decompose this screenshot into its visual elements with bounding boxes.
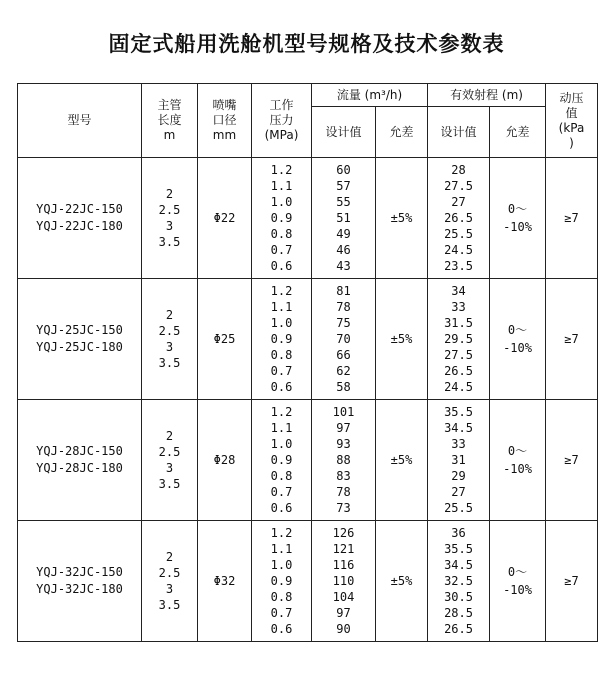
flow-value: 43 — [336, 259, 351, 273]
flow-tolerance-cell: ±5% — [376, 400, 428, 521]
pressure-value: 1.1 — [270, 542, 293, 556]
flow-value: 121 — [332, 542, 355, 556]
spec-table — [17, 83, 598, 642]
pressure-value: 1.2 — [270, 284, 293, 298]
header-model: 型号 — [18, 84, 142, 158]
pressure-value: 1.1 — [270, 179, 293, 193]
range-value: 31.5 — [444, 316, 473, 330]
range-value: 25.5 — [444, 501, 473, 515]
pressure-cell — [252, 158, 312, 279]
pipe-length-cell — [142, 400, 198, 521]
model-name: YQJ-25JC-180 — [36, 340, 123, 354]
model-cell — [18, 521, 142, 642]
flow-value: 126 — [332, 526, 355, 540]
pressure-cell — [252, 521, 312, 642]
pressure-value: 1.0 — [270, 195, 293, 209]
pressure-value: 0.7 — [270, 243, 293, 257]
pressure-value: 0.6 — [270, 259, 293, 273]
flow-value: 57 — [336, 179, 351, 193]
range-value: 27.5 — [444, 179, 473, 193]
dynamic-pressure-cell: ≥7 — [546, 521, 598, 642]
header-nozzle-diameter — [198, 84, 252, 158]
model-name: YQJ-22JC-150 — [36, 202, 123, 216]
model-name: YQJ-22JC-180 — [36, 219, 123, 233]
pressure-value: 0.6 — [270, 380, 293, 394]
flow-value: 78 — [336, 300, 351, 314]
flow-value: 51 — [336, 211, 351, 225]
flow-value: 97 — [336, 606, 351, 620]
range-tolerance-value: 0～ — [507, 202, 528, 216]
header-pressure-line: 压力 — [269, 113, 294, 127]
range-tolerance-cell — [490, 279, 546, 400]
pipe-length-cell — [142, 521, 198, 642]
flow-value: 116 — [332, 558, 355, 572]
range-value: 34 — [451, 284, 466, 298]
model-cell — [18, 400, 142, 521]
page-title: 固定式船用洗舱机型号规格及技术参数表 — [108, 32, 505, 56]
range-value: 29.5 — [444, 332, 473, 346]
table-row — [18, 521, 598, 642]
header-pipe-length-line: 主管 — [157, 98, 182, 112]
header-range-design: 设计值 — [428, 107, 490, 158]
range-value: 33 — [451, 437, 466, 451]
pressure-value: 1.2 — [270, 405, 293, 419]
dynamic-pressure-cell: ≥7 — [546, 400, 598, 521]
flow-value: 62 — [336, 364, 351, 378]
pipe-length-value: 3.5 — [158, 598, 181, 612]
header-dynamic-line: (kPa — [558, 120, 585, 135]
flow-value: 93 — [336, 437, 351, 451]
pipe-length-value: 2 — [165, 550, 174, 564]
pressure-value: 0.7 — [270, 364, 293, 378]
header-dynamic-line: 动压 — [559, 90, 584, 105]
header-range: 有效射程 (m) — [428, 84, 546, 107]
flow-value: 46 — [336, 243, 351, 257]
pipe-length-value: 3.5 — [158, 235, 181, 249]
header-nozzle-line: 喷嘴 — [212, 98, 237, 112]
range-value: 33 — [451, 300, 466, 314]
pipe-length-cell — [142, 158, 198, 279]
pipe-length-value: 2 — [165, 308, 174, 322]
range-tolerance-value: -10% — [503, 220, 532, 234]
pressure-value: 0.8 — [270, 590, 293, 604]
range-value: 34.5 — [444, 558, 473, 572]
table-row — [18, 158, 598, 279]
pressure-value: 1.1 — [270, 421, 293, 435]
flow-design-cell — [312, 158, 376, 279]
pressure-value: 0.9 — [270, 332, 293, 346]
model-cell — [18, 158, 142, 279]
header-pressure-line: (MPa) — [264, 128, 299, 142]
range-value: 24.5 — [444, 243, 473, 257]
range-value: 24.5 — [444, 380, 473, 394]
pressure-value: 0.8 — [270, 227, 293, 241]
flow-value: 49 — [336, 227, 351, 241]
pipe-length-cell — [142, 279, 198, 400]
header-nozzle-line: mm — [212, 128, 237, 142]
range-tolerance-value: -10% — [503, 462, 532, 476]
pipe-length-value: 2.5 — [158, 324, 181, 338]
range-value: 34.5 — [444, 421, 473, 435]
header-flow-design: 设计值 — [312, 107, 376, 158]
pressure-value: 0.9 — [270, 211, 293, 225]
range-value: 26.5 — [444, 364, 473, 378]
model-name: YQJ-28JC-180 — [36, 461, 123, 475]
range-tolerance-value: 0～ — [507, 565, 528, 579]
pressure-value: 1.2 — [270, 163, 293, 177]
range-value: 25.5 — [444, 227, 473, 241]
flow-value: 90 — [336, 622, 351, 636]
pressure-value: 1.1 — [270, 300, 293, 314]
range-value: 31 — [451, 453, 466, 467]
pressure-value: 0.6 — [270, 501, 293, 515]
pressure-value: 0.9 — [270, 574, 293, 588]
header-nozzle-line: 口径 — [212, 113, 237, 127]
pressure-value: 1.0 — [270, 558, 293, 572]
model-cell — [18, 279, 142, 400]
pipe-length-value: 3.5 — [158, 477, 181, 491]
range-design-cell — [428, 158, 490, 279]
range-value: 28.5 — [444, 606, 473, 620]
range-value: 35.5 — [444, 542, 473, 556]
pipe-length-value: 3 — [165, 582, 174, 596]
dynamic-pressure-cell: ≥7 — [546, 279, 598, 400]
pressure-value: 0.9 — [270, 453, 293, 467]
header-pipe-length-line: 长度 — [157, 113, 182, 127]
flow-value: 73 — [336, 501, 351, 515]
pipe-length-value: 2.5 — [158, 566, 181, 580]
range-value: 27 — [451, 485, 466, 499]
flow-value: 83 — [336, 469, 351, 483]
nozzle-cell: Φ22 — [198, 158, 252, 279]
flow-value: 78 — [336, 485, 351, 499]
range-tolerance-cell — [490, 400, 546, 521]
dynamic-pressure-cell: ≥7 — [546, 158, 598, 279]
flow-value: 81 — [336, 284, 351, 298]
range-tolerance-value: -10% — [503, 583, 532, 597]
model-name: YQJ-32JC-150 — [36, 565, 123, 579]
range-design-cell — [428, 279, 490, 400]
header-row-1 — [18, 84, 598, 107]
header-dynamic-pressure — [546, 84, 598, 158]
flow-value: 97 — [336, 421, 351, 435]
range-tolerance-value: -10% — [503, 341, 532, 355]
flow-design-cell — [312, 400, 376, 521]
header-flow-tolerance: 允差 — [376, 107, 428, 158]
flow-value: 75 — [336, 316, 351, 330]
table-row — [18, 400, 598, 521]
pipe-length-value: 2.5 — [158, 203, 181, 217]
pressure-cell — [252, 279, 312, 400]
flow-value: 101 — [332, 405, 355, 419]
range-tolerance-cell — [490, 158, 546, 279]
pipe-length-value: 3 — [165, 461, 174, 475]
header-dynamic-line: 值 — [565, 105, 578, 120]
range-value: 28 — [451, 163, 466, 177]
pressure-value: 1.2 — [270, 526, 293, 540]
flow-value: 58 — [336, 380, 351, 394]
flow-design-cell — [312, 279, 376, 400]
range-value: 29 — [451, 469, 466, 483]
pressure-value: 0.8 — [270, 469, 293, 483]
pipe-length-value: 2 — [165, 187, 174, 201]
model-name: YQJ-32JC-180 — [36, 582, 123, 596]
range-tolerance-value: 0～ — [507, 323, 528, 337]
header-range-tolerance: 允差 — [490, 107, 546, 158]
header-dynamic-line: ) — [569, 135, 574, 150]
pressure-value: 1.0 — [270, 437, 293, 451]
flow-design-cell — [312, 521, 376, 642]
pipe-length-value: 3 — [165, 340, 174, 354]
nozzle-cell: Φ32 — [198, 521, 252, 642]
range-tolerance-value: 0～ — [507, 444, 528, 458]
pressure-value: 0.7 — [270, 606, 293, 620]
header-pipe-length — [142, 84, 198, 158]
pipe-length-value: 3 — [165, 219, 174, 233]
table-row — [18, 279, 598, 400]
header-flow: 流量 (m³/h) — [312, 84, 428, 107]
flow-value: 70 — [336, 332, 351, 346]
model-name: YQJ-28JC-150 — [36, 444, 123, 458]
model-name: YQJ-25JC-150 — [36, 323, 123, 337]
header-pipe-length-line: m — [163, 128, 176, 142]
pipe-length-value: 2 — [165, 429, 174, 443]
flow-value: 60 — [336, 163, 351, 177]
range-tolerance-cell — [490, 521, 546, 642]
pressure-cell — [252, 400, 312, 521]
flow-tolerance-cell: ±5% — [376, 521, 428, 642]
flow-value: 55 — [336, 195, 351, 209]
range-value: 30.5 — [444, 590, 473, 604]
pressure-value: 1.0 — [270, 316, 293, 330]
flow-value: 110 — [332, 574, 355, 588]
nozzle-cell: Φ25 — [198, 279, 252, 400]
range-value: 35.5 — [444, 405, 473, 419]
flow-value: 88 — [336, 453, 351, 467]
pressure-value: 0.7 — [270, 485, 293, 499]
range-value: 23.5 — [444, 259, 473, 273]
flow-value: 104 — [332, 590, 355, 604]
range-design-cell — [428, 400, 490, 521]
range-value: 36 — [451, 526, 466, 540]
flow-tolerance-cell: ±5% — [376, 158, 428, 279]
range-value: 32.5 — [444, 574, 473, 588]
header-pressure — [252, 84, 312, 158]
pressure-value: 0.8 — [270, 348, 293, 362]
header-pressure-line: 工作 — [269, 98, 294, 112]
flow-tolerance-cell: ±5% — [376, 279, 428, 400]
range-value: 26.5 — [444, 211, 473, 225]
pipe-length-value: 2.5 — [158, 445, 181, 459]
pipe-length-value: 3.5 — [158, 356, 181, 370]
range-value: 26.5 — [444, 622, 473, 636]
nozzle-cell: Φ28 — [198, 400, 252, 521]
flow-value: 66 — [336, 348, 351, 362]
range-value: 27 — [451, 195, 466, 209]
pressure-value: 0.6 — [270, 622, 293, 636]
range-value: 27.5 — [444, 348, 473, 362]
range-design-cell — [428, 521, 490, 642]
